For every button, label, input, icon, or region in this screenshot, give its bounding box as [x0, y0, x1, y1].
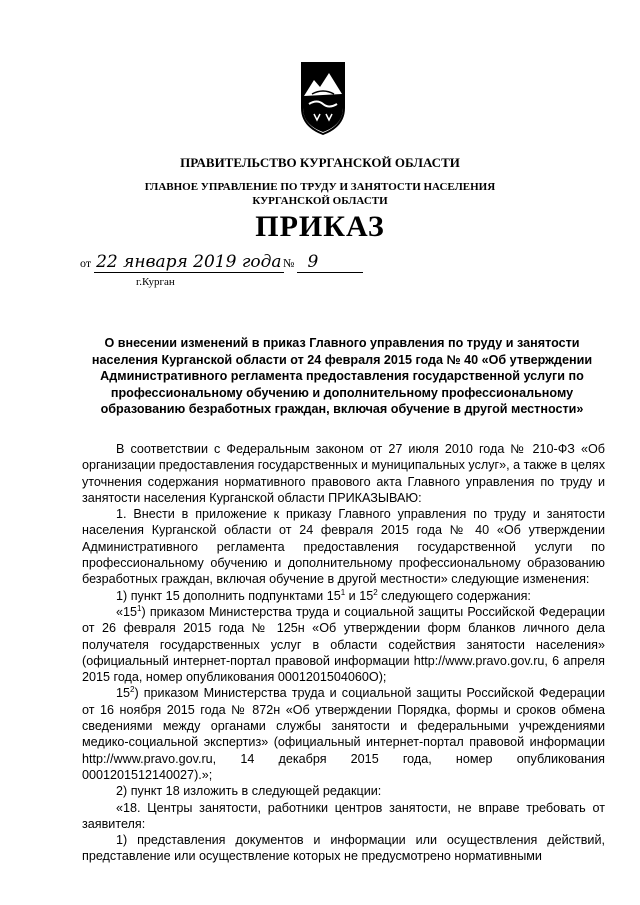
order-body: [82, 441, 605, 865]
number-prefix: №: [283, 256, 295, 270]
paragraph-item-1: 1. Внести в приложение к приказу Главного управления по труду и занятости населения Курганской области от 24 февраля 2015 года № 40 «Об утверждении Административного регламента предоставления государственной услуги по профессиональному обучению и дополнительному профессиональному образованию безработных граждан, включая обучение в другой местности» следующие изменения:: [82, 507, 605, 587]
paragraph-subitem-1: 1) пункт 15 дополнить подпунктами $15^1$ и $15^2$ следующего содержания:: [116, 587, 531, 603]
order-number: [283, 252, 363, 273]
department-title: [0, 180, 640, 208]
paragraph-18-1: 1) представления документов и информации или осуществления действий, представление или осуществление которых не предусмотрено нормативными: [82, 833, 605, 864]
paragraph-subitem-2: 2) пункт 18 изложить в следующей редакции:: [116, 784, 382, 799]
order-date: [80, 252, 284, 273]
date-prefix: от: [80, 256, 92, 270]
coat-of-arms-emblem: [300, 60, 346, 136]
government-title: ПРАВИТЕЛЬСТВО КУРГАНСКОЙ ОБЛАСТИ: [180, 155, 460, 170]
city-label: г.Курган: [136, 276, 175, 288]
paragraph-preamble: В соответствии с Федеральным законом от 27 июля 2010 года № 210-ФЗ «Об организации предоставления государственных и муниципальных услуг», а также в целях уточнения содержания нормативного правового акта Главного управления по труду и занятости населения Курганской области ПРИКАЗЫВАЮ:: [82, 442, 605, 505]
handwritten-number: 9: [297, 252, 363, 273]
paragraph-18: «18. Центры занятости, работники центров занятости, не вправе требовать от заявителя:: [82, 800, 605, 831]
handwritten-date: 22 января 2019 года: [96, 252, 282, 272]
document-type-heading: ПРИКАЗ: [255, 210, 385, 243]
order-subject: О внесении изменений в приказ Главного управления по труду и занятости населения Курганской области от 24 февраля 2015 года № 40 «Об утверждении Административного регламента предоставления государственной услуги по профессиональному обучению и дополнительному профессиональному образованию безработных граждан, включая обучение в другой местности»: [91, 336, 593, 416]
department-title-line2: КУРГАНСКОЙ ОБЛАСТИ: [252, 195, 388, 207]
department-title-line1: ГЛАВНОЕ УПРАВЛЕНИЕ ПО ТРУДУ И ЗАНЯТОСТИ НАСЕЛЕНИЯ: [144, 181, 496, 193]
paragraph-15-1: «$15^1$) приказом Министерства труда и социальной защиты Российской Федерации от 26 февраля 2015 года № 125н «Об утверждении форм бланков личного дела получателя государственных услуг в области содействия занятости населения» (официальный интернет-портал правовой информации http://www.pravo.gov.ru, 6 апреля 2015 года, номер опубликования 0001201504060О);: [82, 603, 605, 685]
paragraph-15-2: $15^2$) приказом Министерства труда и социальной защиты Российской Федерации от 16 ноября 2015 года № 872н «Об утверждении Порядка, формы и сроков обмена сведениями между органами службы занятости и федеральными учреждениями медико-социальной экспертиз» (официальный интернет-портал правовой информации http://www.pravo.gov.ru, 14 декабря 2015 года, номер опубликования 0001201512140027).»;: [82, 685, 605, 782]
